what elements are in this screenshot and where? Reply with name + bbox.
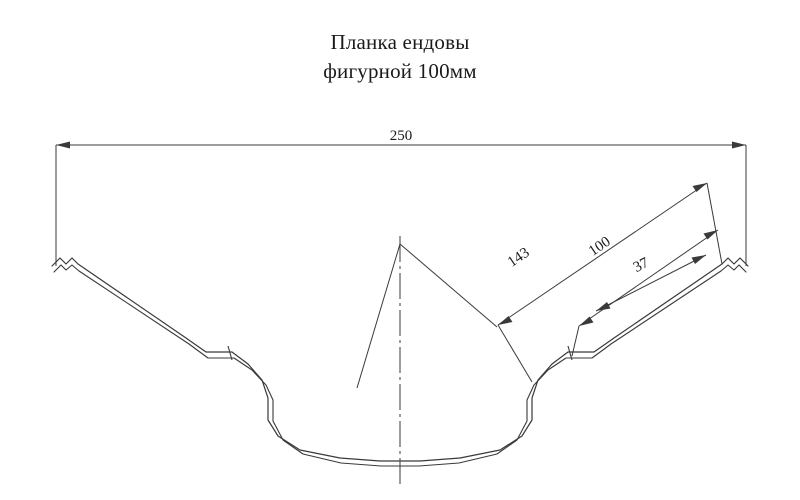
page-title-line-1: Планка ендовы xyxy=(330,30,470,54)
dimension-label-100: 100 xyxy=(585,233,614,260)
page-title-line-2: фигурной 100мм xyxy=(323,59,477,83)
dimension-slope-short xyxy=(596,255,706,311)
dimension-label-37: 37 xyxy=(630,254,652,276)
angle-reference-lines xyxy=(357,244,497,388)
dimension-label-250: 250 xyxy=(389,128,413,144)
dimension-overall-width xyxy=(56,142,746,267)
dimension-label-143: 143 xyxy=(504,244,533,271)
dimension-slope-left xyxy=(498,183,722,382)
